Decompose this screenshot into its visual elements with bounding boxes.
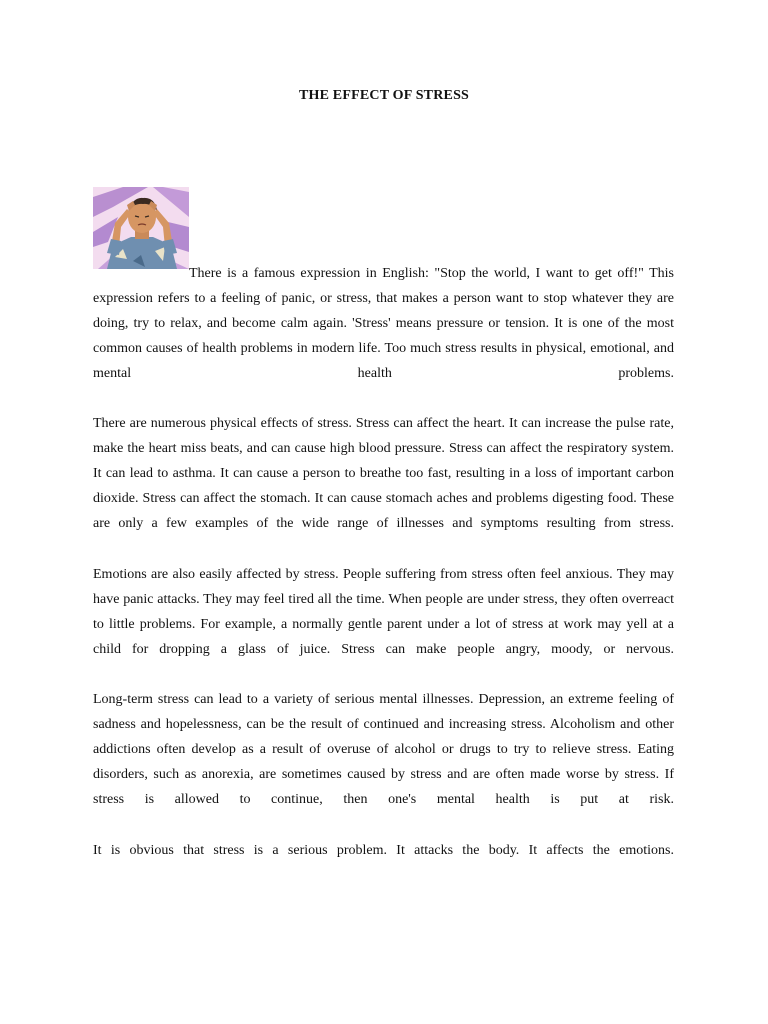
paragraph-physical: There are numerous physical effects of stress. Stress can affect the heart. It can increase the pulse rate, make the heart miss beats, and can cause high blood pressure. Stress can affect the respiratory system. It can lead to asthma. It can cause a person to breathe too fast, resulting in a loss of important carbon dioxide. Stress can affect the stomach. It can cause stomach aches and problems digesting food. These are only a few examples of the wide range of illnesses and symptoms resulting from stress. bbox=[93, 416, 674, 532]
stressed-person-illustration bbox=[93, 187, 189, 269]
body-text bbox=[93, 411, 674, 888]
paragraph-conclusion: It is obvious that stress is a serious problem. It attacks the body. It affects the emotions. bbox=[93, 842, 674, 858]
paragraph-emotional: Emotions are also easily affected by stress. People suffering from stress often feel anxious. They may have panic attacks. They may feel tired all the time. When people are under stress, they often overreact to little problems. For example, a normally gentle parent under a lot of stress at work may yell at a child for dropping a glass of juice. Stress can make people angry, moody, or nervous. bbox=[93, 566, 674, 657]
paragraph-intro: There is a famous expression in English: "Stop the world, I want to get off!" This expression refers to a feeling of panic, or stress, that makes a person want to stop whatever they are doing, try to relax, and become calm again. 'Stress' means pressure or tension. It is one of the most common causes of health problems in modern life. Too much stress results in physical, emotional, and mental health problems. bbox=[93, 266, 674, 382]
illustration-block bbox=[93, 187, 674, 269]
document-title: THE EFFECT OF STRESS bbox=[298, 88, 470, 103]
paragraph-mental: Long-term stress can lead to a variety of serious mental illnesses. Depression, an extreme feeling of sadness and hopelessness, can be the result of continued and increasing stress. Alcoholism and other addictions often develop as a result of overuse of alcohol or drugs to try to relieve stress. Eating disorders, such as anorexia, are sometimes caused by stress and are often made worse by stress. If stress is allowed to continue, then one's mental health is put at risk. bbox=[93, 692, 674, 808]
